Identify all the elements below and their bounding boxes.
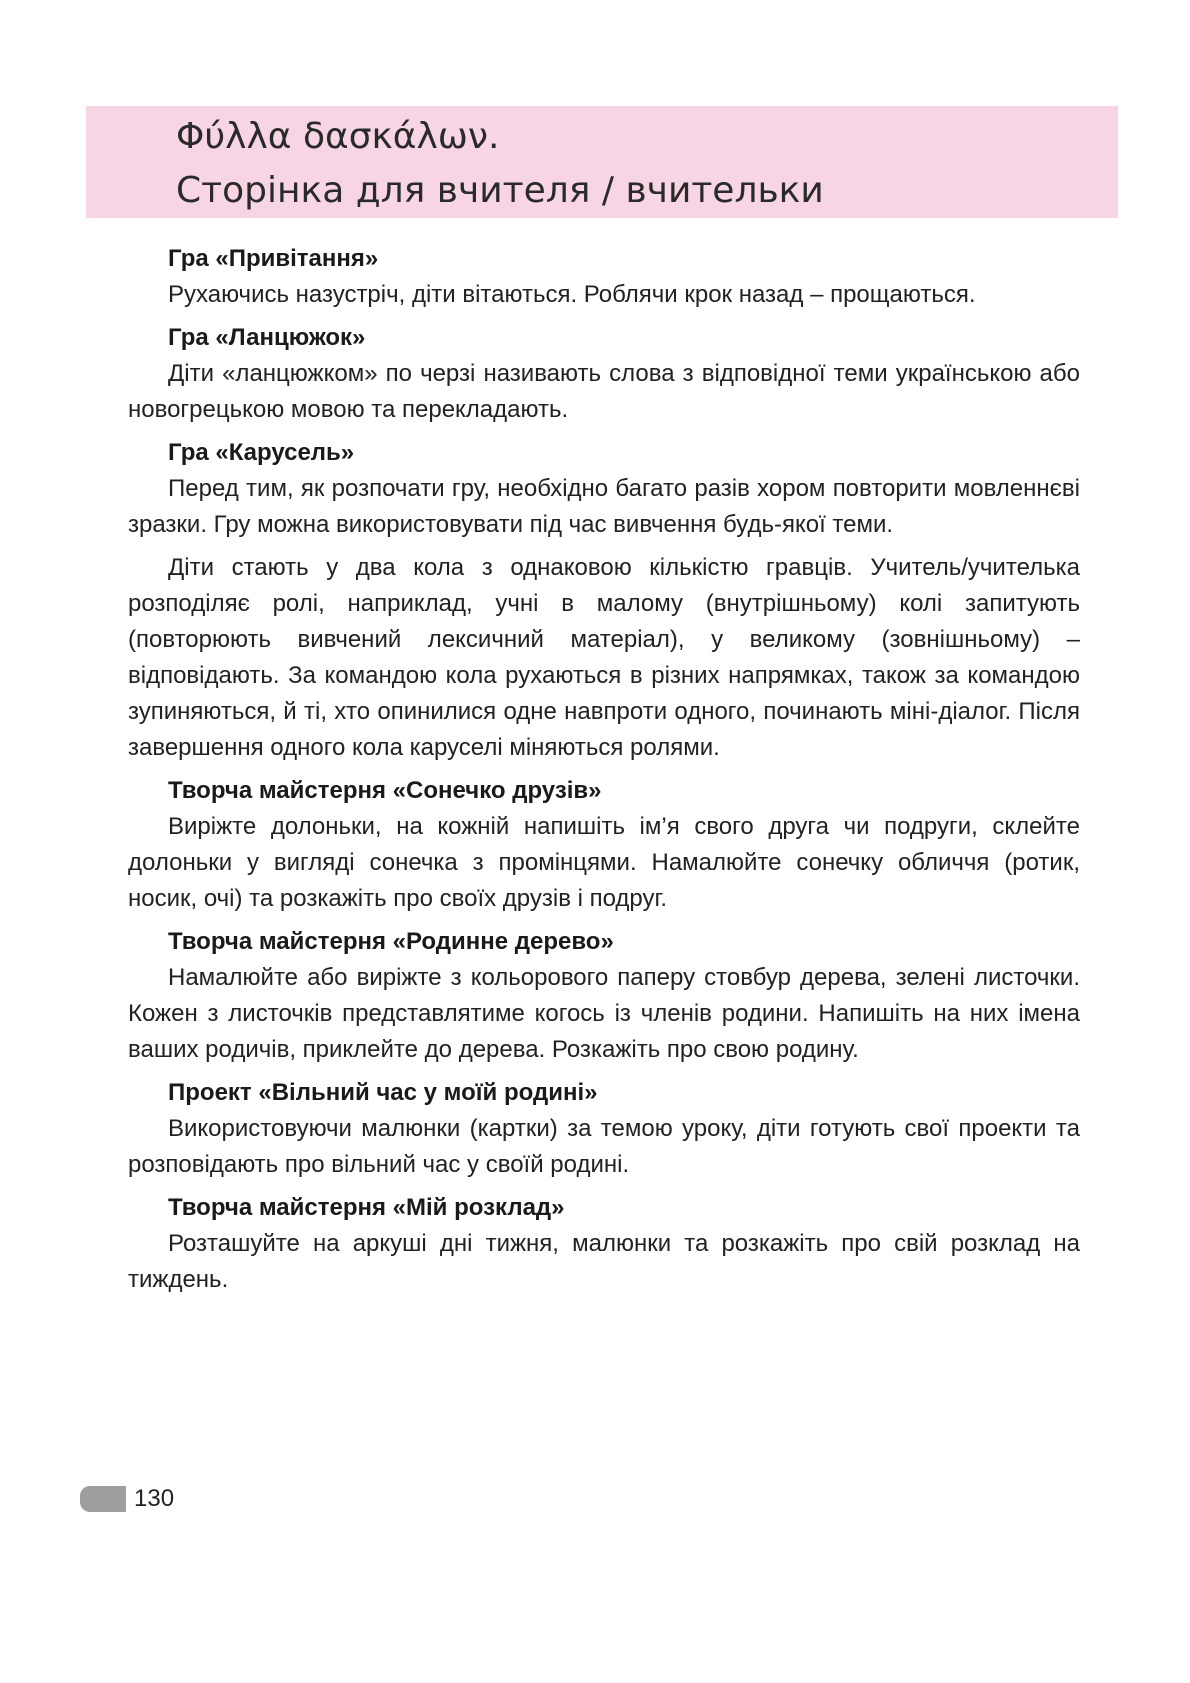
section-mii-rozklad: [128, 1190, 1080, 1298]
main-content: [128, 241, 1080, 1305]
section-heading: Гра «Карусель»: [168, 439, 355, 466]
section-sonechko-druziv: [128, 773, 1080, 917]
section-paragraph: Намалюйте або виріжте з кольорового паперу стовбур дерева, зелені листочки. Кожен з листочків представлятиме когось із членів родини. Напишіть на них імена ваших родичів, приклейте до дерева. Розкажіть про свою родину.: [128, 964, 1080, 1063]
page-title-greek: Φύλλα δασκάλων.: [176, 116, 500, 157]
section-heading: Гра «Ланцюжок»: [168, 324, 366, 351]
section-paragraph: Діти «ланцюжком» по черзі називають слова з відповідної теми українською або новогрецькою мовою та перекладають.: [128, 360, 1080, 423]
section-paragraph: Виріжте долоньки, на кожній напишіть ім’я свого друга чи подруги, склейте долоньки у вигляді сонечка з промінцями. Намалюйте сонечку обличчя (ротик, носик, очі) та розкажіть про своїх друзів і подруг.: [128, 813, 1080, 912]
section-paragraph: Рухаючись назустріч, діти вітаються. Роблячи крок назад – прощаються.: [168, 281, 976, 308]
page-title-ukrainian: Сторінка для вчителя / вчительки: [176, 170, 824, 211]
section-heading: Творча майстерня «Сонечко друзів»: [168, 777, 602, 804]
section-heading: Творча майстерня «Мій розклад»: [168, 1194, 565, 1221]
section-pryvitannia: [128, 241, 1080, 313]
section-heading: Гра «Привітання»: [168, 245, 379, 272]
section-lantsiuzhok: [128, 320, 1080, 428]
section-paragraph: Перед тим, як розпочати гру, необхідно багато разів хором повторити мовленнєві зразки. Гру можна використовувати під час вивчення будь-якої теми.: [128, 475, 1080, 538]
page-title: [176, 110, 824, 218]
section-heading: Проект «Вільний час у моїй родині»: [168, 1079, 598, 1106]
page-tab-marker: [80, 1486, 126, 1512]
page-footer: [80, 1483, 174, 1515]
page-number: 130: [134, 1485, 175, 1512]
section-paragraph: Діти стають у два кола з однаковою кількістю гравців. Учитель/учителька розподіляє ролі, наприклад, учні в малому (внутрішньому) колі запитують (повторюють вивчений лексичний матеріал), у великому (зовнішньому) – відповідають. За командою кола рухаються в різних напрямках, також за командою зупиняються, й ті, хто опинилися одне навпроти одного, починають міні-діалог. Після завершення одного кола каруселі міняються ролями.: [128, 554, 1080, 761]
section-proekt-vilnyi-chas: [128, 1075, 1080, 1183]
section-heading: Творча майстерня «Родинне дерево»: [168, 928, 614, 955]
section-paragraph: Використовуючи малюнки (картки) за темою уроку, діти готують свої проекти та розповідають про вільний час у своїй родині.: [128, 1115, 1080, 1178]
section-rodynne-derevo: [128, 924, 1080, 1068]
section-karusel: [128, 435, 1080, 766]
section-paragraph: Розташуйте на аркуші дні тижня, малюнки та розкажіть про свій розклад на тиждень.: [128, 1230, 1080, 1293]
